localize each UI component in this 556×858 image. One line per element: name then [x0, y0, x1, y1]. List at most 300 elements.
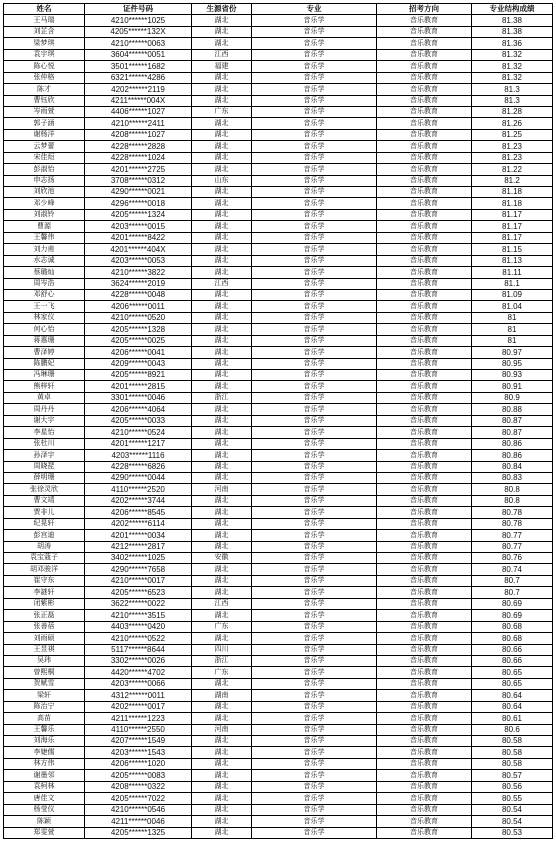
- major-cell: 音乐学: [252, 736, 377, 747]
- table-row: [4, 701, 553, 712]
- name-cell: 陈颖: [4, 816, 85, 827]
- table-row: [4, 633, 553, 644]
- name-cell: 吴玮: [4, 655, 85, 666]
- name-cell: 熊梓轩: [4, 381, 85, 392]
- id-number-cell: 4205******8921: [85, 370, 192, 381]
- province-cell: 湖北: [192, 541, 252, 552]
- name-cell: 胡邓骏洋: [4, 564, 85, 575]
- major-cell: 音乐学: [252, 507, 377, 518]
- major-cell: 音乐学: [252, 141, 377, 152]
- name-cell: 邓少峰: [4, 198, 85, 209]
- score-cell: 81.17: [472, 209, 553, 220]
- direction-cell: 音乐教育: [377, 484, 472, 495]
- id-number-cell: 4110******2520: [85, 484, 192, 495]
- major-cell: 音乐学: [252, 793, 377, 804]
- score-cell: 80.95: [472, 358, 553, 369]
- table-row: [4, 347, 553, 358]
- name-cell: 周晓琵: [4, 461, 85, 472]
- direction-cell: 音乐教育: [377, 758, 472, 769]
- header-id-number: 证件号码: [85, 4, 192, 15]
- id-number-cell: 4212******2817: [85, 541, 192, 552]
- direction-cell: 音乐教育: [377, 461, 472, 472]
- table-row: [4, 598, 553, 609]
- province-cell: 湖北: [192, 381, 252, 392]
- direction-cell: 音乐教育: [377, 495, 472, 506]
- id-number-cell: 4201******0034: [85, 530, 192, 541]
- score-cell: 81.25: [472, 129, 553, 140]
- name-cell: 曹泽婷: [4, 347, 85, 358]
- table-row: [4, 678, 553, 689]
- province-cell: 湖北: [192, 324, 252, 335]
- name-cell: 周岑浩: [4, 278, 85, 289]
- header-row: [4, 4, 553, 15]
- table-row: [4, 72, 553, 83]
- score-cell: 80.53: [472, 827, 553, 838]
- score-cell: 80.74: [472, 564, 553, 575]
- province-cell: 湖北: [192, 84, 252, 95]
- name-cell: 袁宝蔻子: [4, 553, 85, 564]
- id-number-cell: 4228******6826: [85, 461, 192, 472]
- name-cell: 陈心悦: [4, 61, 85, 72]
- province-cell: 湖北: [192, 747, 252, 758]
- province-cell: 湖北: [192, 232, 252, 243]
- direction-cell: 音乐教育: [377, 49, 472, 60]
- score-cell: 81: [472, 312, 553, 323]
- direction-cell: 音乐教育: [377, 598, 472, 609]
- table-row: [4, 26, 553, 37]
- province-cell: 湖北: [192, 72, 252, 83]
- score-cell: 81: [472, 324, 553, 335]
- id-number-cell: 4290******0021: [85, 187, 192, 198]
- table-row: [4, 187, 553, 198]
- major-cell: 音乐学: [252, 724, 377, 735]
- table-row: [4, 564, 553, 575]
- major-cell: 音乐学: [252, 324, 377, 335]
- name-cell: 曾熙桐: [4, 667, 85, 678]
- score-cell: 80.87: [472, 427, 553, 438]
- table-row: [4, 736, 553, 747]
- name-cell: 郑雯萱: [4, 827, 85, 838]
- table-row: [4, 655, 553, 666]
- table-row: [4, 152, 553, 163]
- province-cell: 安徽: [192, 553, 252, 564]
- id-number-cell: 4210******2411: [85, 118, 192, 129]
- id-number-cell: 4206******1020: [85, 758, 192, 769]
- direction-cell: 音乐教育: [377, 701, 472, 712]
- major-cell: 音乐学: [252, 701, 377, 712]
- province-cell: 山东: [192, 175, 252, 186]
- direction-cell: 音乐教育: [377, 404, 472, 415]
- id-number-cell: 4208******0322: [85, 781, 192, 792]
- id-number-cell: 4210******3822: [85, 267, 192, 278]
- score-cell: 81.17: [472, 221, 553, 232]
- major-cell: 音乐学: [252, 129, 377, 140]
- major-cell: 音乐学: [252, 564, 377, 575]
- direction-cell: 音乐教育: [377, 335, 472, 346]
- major-cell: 音乐学: [252, 678, 377, 689]
- major-cell: 音乐学: [252, 72, 377, 83]
- province-cell: 湖北: [192, 26, 252, 37]
- table-row: [4, 301, 553, 312]
- name-cell: 王马瑞: [4, 15, 85, 26]
- name-cell: 申志扬: [4, 175, 85, 186]
- score-cell: 80.8: [472, 484, 553, 495]
- province-cell: 湖南: [192, 690, 252, 701]
- direction-cell: 音乐教育: [377, 690, 472, 701]
- major-cell: 音乐学: [252, 484, 377, 495]
- direction-cell: 音乐教育: [377, 381, 472, 392]
- major-cell: 音乐学: [252, 598, 377, 609]
- id-number-cell: 4290******0044: [85, 472, 192, 483]
- province-cell: 湖北: [192, 141, 252, 152]
- province-cell: 江西: [192, 49, 252, 60]
- score-cell: 81.22: [472, 164, 553, 175]
- province-cell: 福建: [192, 61, 252, 72]
- id-number-cell: 4210******0520: [85, 312, 192, 323]
- id-number-cell: 4206******0011: [85, 301, 192, 312]
- id-number-cell: 4211******0046: [85, 816, 192, 827]
- major-cell: 音乐学: [252, 312, 377, 323]
- direction-cell: 音乐教育: [377, 633, 472, 644]
- name-cell: 张徐灵欣: [4, 484, 85, 495]
- province-cell: 湖北: [192, 781, 252, 792]
- province-cell: 湖北: [192, 129, 252, 140]
- major-cell: 音乐学: [252, 472, 377, 483]
- name-cell: 胡涛: [4, 541, 85, 552]
- id-number-cell: 3604******0051: [85, 49, 192, 60]
- province-cell: 湖北: [192, 404, 252, 415]
- name-cell: 袁宇琪: [4, 49, 85, 60]
- province-cell: 湖北: [192, 495, 252, 506]
- province-cell: 湖北: [192, 209, 252, 220]
- table-row: [4, 358, 553, 369]
- score-cell: 81.1: [472, 278, 553, 289]
- table-row: [4, 312, 553, 323]
- name-cell: 刘欣池: [4, 187, 85, 198]
- header-score: 专业结构成绩: [472, 4, 553, 15]
- score-cell: 81.11: [472, 267, 553, 278]
- id-number-cell: 4201******404X: [85, 244, 192, 255]
- province-cell: 湖北: [192, 793, 252, 804]
- table-row: [4, 804, 553, 815]
- score-cell: 81.32: [472, 49, 553, 60]
- id-number-cell: 4202******3744: [85, 495, 192, 506]
- direction-cell: 音乐教育: [377, 587, 472, 598]
- direction-cell: 音乐教育: [377, 95, 472, 106]
- direction-cell: 音乐教育: [377, 26, 472, 37]
- table-row: [4, 61, 553, 72]
- province-cell: 湖北: [192, 736, 252, 747]
- major-cell: 音乐学: [252, 404, 377, 415]
- name-cell: 林家仪: [4, 312, 85, 323]
- score-cell: 81.26: [472, 118, 553, 129]
- table-row: [4, 164, 553, 175]
- major-cell: 音乐学: [252, 610, 377, 621]
- major-cell: 音乐学: [252, 655, 377, 666]
- score-cell: 81.13: [472, 255, 553, 266]
- score-cell: 80.93: [472, 370, 553, 381]
- score-cell: 80.65: [472, 678, 553, 689]
- table-row: [4, 541, 553, 552]
- name-cell: 李謎轩: [4, 587, 85, 598]
- score-cell: 81.38: [472, 15, 553, 26]
- province-cell: 浙江: [192, 655, 252, 666]
- table-row: [4, 244, 553, 255]
- table-row: [4, 747, 553, 758]
- major-cell: 音乐学: [252, 575, 377, 586]
- table-row: [4, 38, 553, 49]
- id-number-cell: 4201******2815: [85, 381, 192, 392]
- province-cell: 湖北: [192, 347, 252, 358]
- header-direction: 招考方向: [377, 4, 472, 15]
- major-cell: 音乐学: [252, 816, 377, 827]
- score-cell: 80.78: [472, 518, 553, 529]
- id-number-cell: 4228******0048: [85, 289, 192, 300]
- id-number-cell: 4203******0015: [85, 221, 192, 232]
- score-cell: 80.87: [472, 415, 553, 426]
- direction-cell: 音乐教育: [377, 793, 472, 804]
- direction-cell: 音乐教育: [377, 747, 472, 758]
- direction-cell: 音乐教育: [377, 324, 472, 335]
- name-cell: 何心怡: [4, 324, 85, 335]
- name-cell: 薛明珊: [4, 472, 85, 483]
- table-row: [4, 415, 553, 426]
- id-number-cell: 4211******1223: [85, 713, 192, 724]
- direction-cell: 音乐教育: [377, 358, 472, 369]
- score-cell: 80.76: [472, 553, 553, 564]
- major-cell: 音乐学: [252, 644, 377, 655]
- id-number-cell: 4202******0017: [85, 701, 192, 712]
- id-number-cell: 3402******1025: [85, 553, 192, 564]
- province-cell: 广东: [192, 621, 252, 632]
- id-number-cell: 4211******004X: [85, 95, 192, 106]
- province-cell: 湖北: [192, 198, 252, 209]
- id-number-cell: 4205******7022: [85, 793, 192, 804]
- id-number-cell: 4210******0524: [85, 427, 192, 438]
- table-row: [4, 129, 553, 140]
- province-cell: 湖北: [192, 370, 252, 381]
- direction-cell: 音乐教育: [377, 678, 472, 689]
- major-cell: 音乐学: [252, 255, 377, 266]
- id-number-cell: 6321******4286: [85, 72, 192, 83]
- score-cell: 81: [472, 335, 553, 346]
- score-cell: 81.09: [472, 289, 553, 300]
- major-cell: 音乐学: [252, 175, 377, 186]
- direction-cell: 音乐教育: [377, 244, 472, 255]
- province-cell: 湖北: [192, 438, 252, 449]
- id-number-cell: 4202******2119: [85, 84, 192, 95]
- table-row: [4, 621, 553, 632]
- table-row: [4, 724, 553, 735]
- direction-cell: 音乐教育: [377, 301, 472, 312]
- id-number-cell: 3302******0026: [85, 655, 192, 666]
- score-table: [3, 3, 553, 839]
- score-cell: 81.18: [472, 187, 553, 198]
- province-cell: 湖北: [192, 164, 252, 175]
- table-row: [4, 221, 553, 232]
- score-cell: 80.68: [472, 633, 553, 644]
- major-cell: 音乐学: [252, 587, 377, 598]
- major-cell: 音乐学: [252, 495, 377, 506]
- province-cell: 广东: [192, 106, 252, 117]
- score-cell: 81.23: [472, 152, 553, 163]
- id-number-cell: 4202******6114: [85, 518, 192, 529]
- header-province: 生源省份: [192, 4, 252, 15]
- province-cell: 湖北: [192, 15, 252, 26]
- table-row: [4, 267, 553, 278]
- province-cell: 湖北: [192, 758, 252, 769]
- score-cell: 81.32: [472, 72, 553, 83]
- province-cell: 湖北: [192, 461, 252, 472]
- table-row: [4, 175, 553, 186]
- province-cell: 湖北: [192, 701, 252, 712]
- name-cell: 谢墨邻: [4, 770, 85, 781]
- direction-cell: 音乐教育: [377, 289, 472, 300]
- major-cell: 音乐学: [252, 770, 377, 781]
- province-cell: 湖北: [192, 827, 252, 838]
- name-cell: 张杜川: [4, 438, 85, 449]
- name-cell: 王昱祺: [4, 644, 85, 655]
- province-cell: 湖北: [192, 301, 252, 312]
- major-cell: 音乐学: [252, 61, 377, 72]
- name-cell: 贺赋雪: [4, 678, 85, 689]
- name-cell: 蔡璐灿: [4, 267, 85, 278]
- id-number-cell: 3501******1682: [85, 61, 192, 72]
- table-row: [4, 198, 553, 209]
- name-cell: 曹文靖: [4, 495, 85, 506]
- table-row: [4, 781, 553, 792]
- id-number-cell: 4201******1217: [85, 438, 192, 449]
- major-cell: 音乐学: [252, 758, 377, 769]
- score-cell: 80.65: [472, 667, 553, 678]
- name-cell: 水志诚: [4, 255, 85, 266]
- table-row: [4, 667, 553, 678]
- id-number-cell: 3624******2019: [85, 278, 192, 289]
- score-cell: 80.64: [472, 690, 553, 701]
- id-number-cell: 4210******0063: [85, 38, 192, 49]
- province-cell: 湖北: [192, 564, 252, 575]
- score-cell: 80.83: [472, 472, 553, 483]
- id-number-cell: 4201******2725: [85, 164, 192, 175]
- province-cell: 广东: [192, 667, 252, 678]
- id-number-cell: 3622******0022: [85, 598, 192, 609]
- major-cell: 音乐学: [252, 621, 377, 632]
- table-row: [4, 575, 553, 586]
- major-cell: 音乐学: [252, 152, 377, 163]
- province-cell: 湖北: [192, 507, 252, 518]
- direction-cell: 音乐教育: [377, 450, 472, 461]
- id-number-cell: 4228******2828: [85, 141, 192, 152]
- header-name: 姓名: [4, 4, 85, 15]
- direction-cell: 音乐教育: [377, 198, 472, 209]
- province-cell: 浙江: [192, 392, 252, 403]
- direction-cell: 音乐教育: [377, 38, 472, 49]
- province-cell: 湖北: [192, 816, 252, 827]
- score-cell: 81.23: [472, 141, 553, 152]
- province-cell: 湖北: [192, 530, 252, 541]
- name-cell: 梁轩: [4, 690, 85, 701]
- direction-cell: 音乐教育: [377, 781, 472, 792]
- major-cell: 音乐学: [252, 347, 377, 358]
- direction-cell: 音乐教育: [377, 84, 472, 95]
- score-cell: 81.04: [472, 301, 553, 312]
- direction-cell: 音乐教育: [377, 564, 472, 575]
- direction-cell: 音乐教育: [377, 736, 472, 747]
- table-row: [4, 118, 553, 129]
- table-row: [4, 209, 553, 220]
- score-cell: 80.54: [472, 804, 553, 815]
- table-row: [4, 370, 553, 381]
- major-cell: 音乐学: [252, 301, 377, 312]
- id-number-cell: 4203******1543: [85, 747, 192, 758]
- table-row: [4, 690, 553, 701]
- direction-cell: 音乐教育: [377, 770, 472, 781]
- province-cell: 湖北: [192, 770, 252, 781]
- name-cell: 贾非儿: [4, 507, 85, 518]
- province-cell: 湖北: [192, 312, 252, 323]
- name-cell: 张善蓓: [4, 621, 85, 632]
- province-cell: 湖北: [192, 289, 252, 300]
- major-cell: 音乐学: [252, 781, 377, 792]
- id-number-cell: 4296******0018: [85, 198, 192, 209]
- name-cell: 邓舒心: [4, 289, 85, 300]
- direction-cell: 音乐教育: [377, 221, 472, 232]
- direction-cell: 音乐教育: [377, 644, 472, 655]
- id-number-cell: 4203******0066: [85, 678, 192, 689]
- table-row: [4, 95, 553, 106]
- direction-cell: 音乐教育: [377, 61, 472, 72]
- id-number-cell: 4209******0043: [85, 358, 192, 369]
- id-number-cell: 3301******0046: [85, 392, 192, 403]
- direction-cell: 音乐教育: [377, 621, 472, 632]
- major-cell: 音乐学: [252, 38, 377, 49]
- major-cell: 音乐学: [252, 827, 377, 838]
- name-cell: 杨莹仪: [4, 804, 85, 815]
- direction-cell: 音乐教育: [377, 129, 472, 140]
- table-row: [4, 381, 553, 392]
- direction-cell: 音乐教育: [377, 164, 472, 175]
- major-cell: 音乐学: [252, 26, 377, 37]
- score-cell: 81.32: [472, 61, 553, 72]
- province-cell: 湖北: [192, 118, 252, 129]
- score-cell: 80.77: [472, 530, 553, 541]
- province-cell: 湖北: [192, 427, 252, 438]
- id-number-cell: 4205******132X: [85, 26, 192, 37]
- province-cell: 四川: [192, 644, 252, 655]
- score-cell: 80.64: [472, 701, 553, 712]
- table-row: [4, 610, 553, 621]
- name-cell: 王一飞: [4, 301, 85, 312]
- direction-cell: 音乐教育: [377, 667, 472, 678]
- table-row: [4, 427, 553, 438]
- score-cell: 80.86: [472, 450, 553, 461]
- direction-cell: 音乐教育: [377, 347, 472, 358]
- id-number-cell: 4420******4702: [85, 667, 192, 678]
- major-cell: 音乐学: [252, 438, 377, 449]
- name-cell: 曹钰欣: [4, 95, 85, 106]
- major-cell: 音乐学: [252, 118, 377, 129]
- major-cell: 音乐学: [252, 667, 377, 678]
- score-cell: 81.28: [472, 106, 553, 117]
- major-cell: 音乐学: [252, 450, 377, 461]
- table-row: [4, 758, 553, 769]
- score-cell: 80.6: [472, 724, 553, 735]
- table-row: [4, 472, 553, 483]
- name-cell: 谢大宇: [4, 415, 85, 426]
- province-cell: 湖北: [192, 38, 252, 49]
- direction-cell: 音乐教育: [377, 72, 472, 83]
- major-cell: 音乐学: [252, 713, 377, 724]
